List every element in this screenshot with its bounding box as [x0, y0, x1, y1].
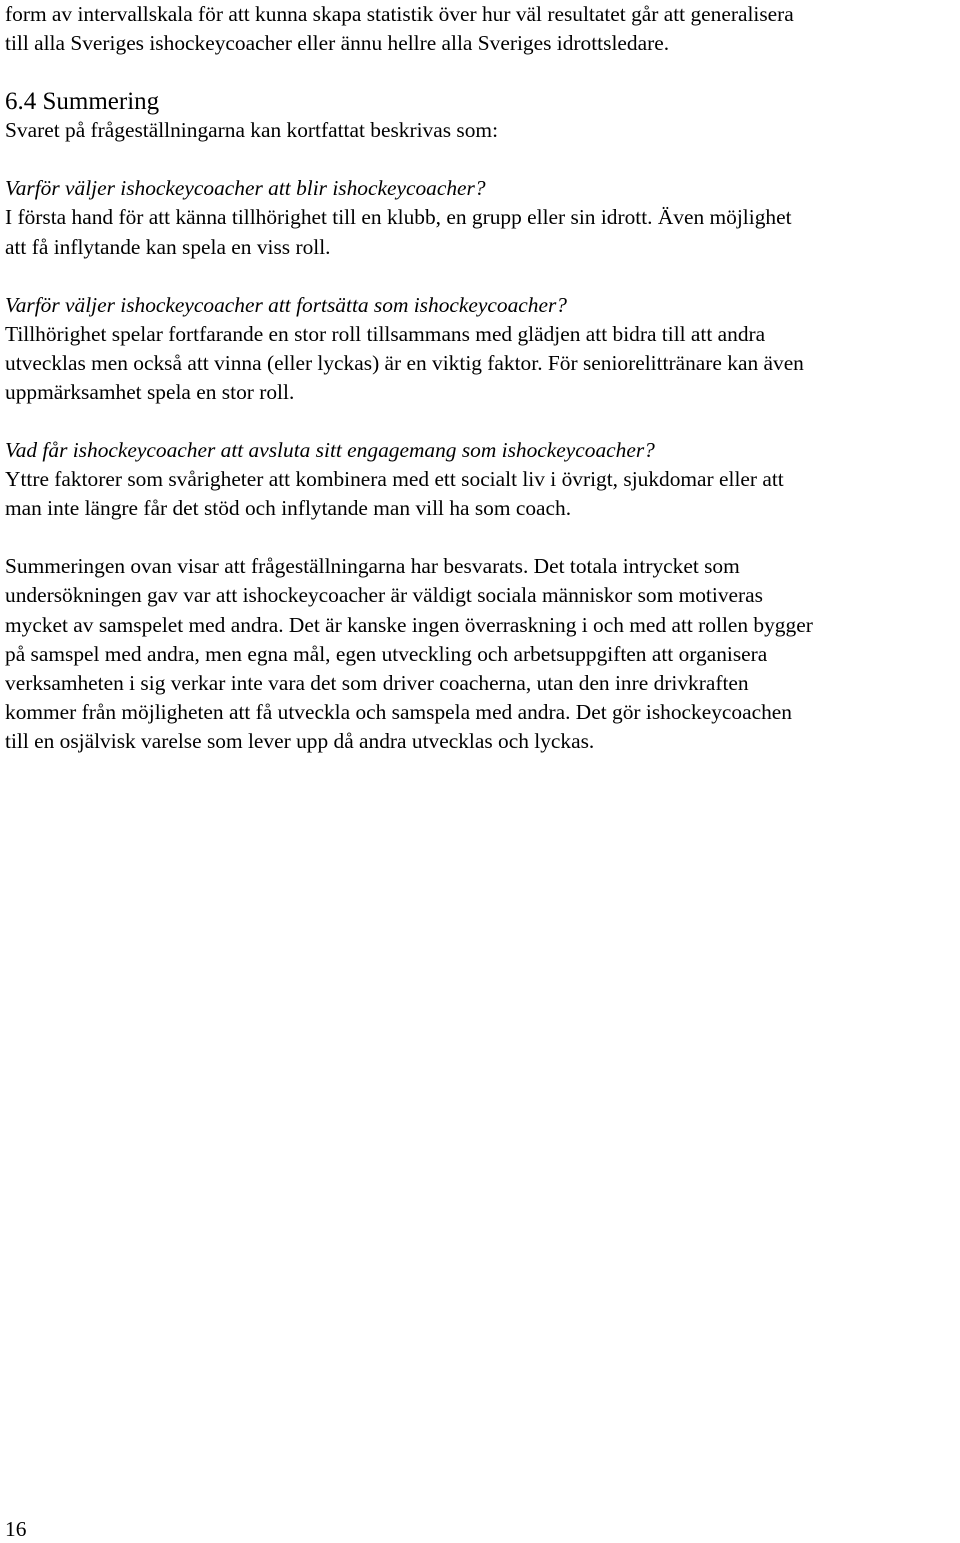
- intro-paragraph: [5, 0, 960, 58]
- answer-3-line: Yttre faktorer som svårigheter att kombinera med ett socialt liv i övrigt, sjukdomar eller att: [5, 467, 784, 492]
- spacer: [5, 262, 960, 291]
- qa-block-3: [5, 436, 960, 523]
- spacer: [5, 523, 960, 552]
- summary-line: till en osjälvisk varelse som lever upp då andra utvecklas och lyckas.: [5, 728, 595, 753]
- section-lead: Svaret på frågeställningarna kan kortfattat beskrivas som:: [5, 118, 499, 143]
- document-page: [5, 0, 960, 756]
- qa-block-2: [5, 291, 960, 407]
- summary-line: mycket av samspelet med andra. Det är kanske ingen överraskning i och med att rollen bygger: [5, 612, 813, 637]
- summary-line: undersökningen gav var att ishockeycoacher är väldigt sociala människor som motiveras: [5, 583, 763, 608]
- answer-1-line: I första hand för att känna tillhörighet till en klubb, en grupp eller sin idrott. Även möjlighet: [5, 205, 792, 230]
- answer-1-line: att få inflytande kan spela en viss roll.: [5, 234, 331, 259]
- summary-line: verksamheten i sig verkar inte vara det som driver coacherna, utan den inre drivkraften: [5, 670, 749, 695]
- spacer: [5, 145, 960, 174]
- answer-2-line: utvecklas men också att vinna (eller lyckas) är en viktig faktor. För seniorelittränare kan även: [5, 350, 804, 375]
- intro-line: form av intervallskala för att kunna skapa statistik över hur väl resultatet går att generalisera: [5, 2, 794, 26]
- summary-paragraph: [5, 552, 960, 756]
- spacer: [5, 407, 960, 436]
- answer-2-line: uppmärksamhet spela en stor roll.: [5, 379, 295, 404]
- section-heading: 6.4 Summering: [5, 88, 160, 116]
- answer-2-line: Tillhörighet spelar fortfarande en stor roll tillsammans med glädjen att bidra till att andra: [5, 321, 766, 346]
- summary-line: på samspel med andra, men egna mål, egen utveckling och arbetsuppgiften att organisera: [5, 641, 768, 666]
- answer-3-line: man inte längre får det stöd och inflytande man vill ha som coach.: [5, 496, 572, 521]
- qa-block-1: [5, 174, 960, 261]
- question-1: Varför väljer ishockeycoacher att blir ishockeycoacher?: [5, 176, 486, 201]
- question-3: Vad får ishockeycoacher att avsluta sitt engagemang som ishockeycoacher?: [5, 438, 655, 463]
- summary-line: kommer från möjligheten att få utveckla och samspela med andra. Det gör ishockeycoachen: [5, 699, 792, 724]
- summary-line: Summeringen ovan visar att frågeställningarna har besvarats. Det totala intrycket som: [5, 554, 740, 579]
- question-2: Varför väljer ishockeycoacher att fortsätta som ishockeycoacher?: [5, 292, 567, 317]
- page-number: 16: [5, 1517, 27, 1541]
- intro-line: till alla Sveriges ishockeycoacher eller ännu hellre alla Sveriges idrottsledare.: [5, 31, 670, 56]
